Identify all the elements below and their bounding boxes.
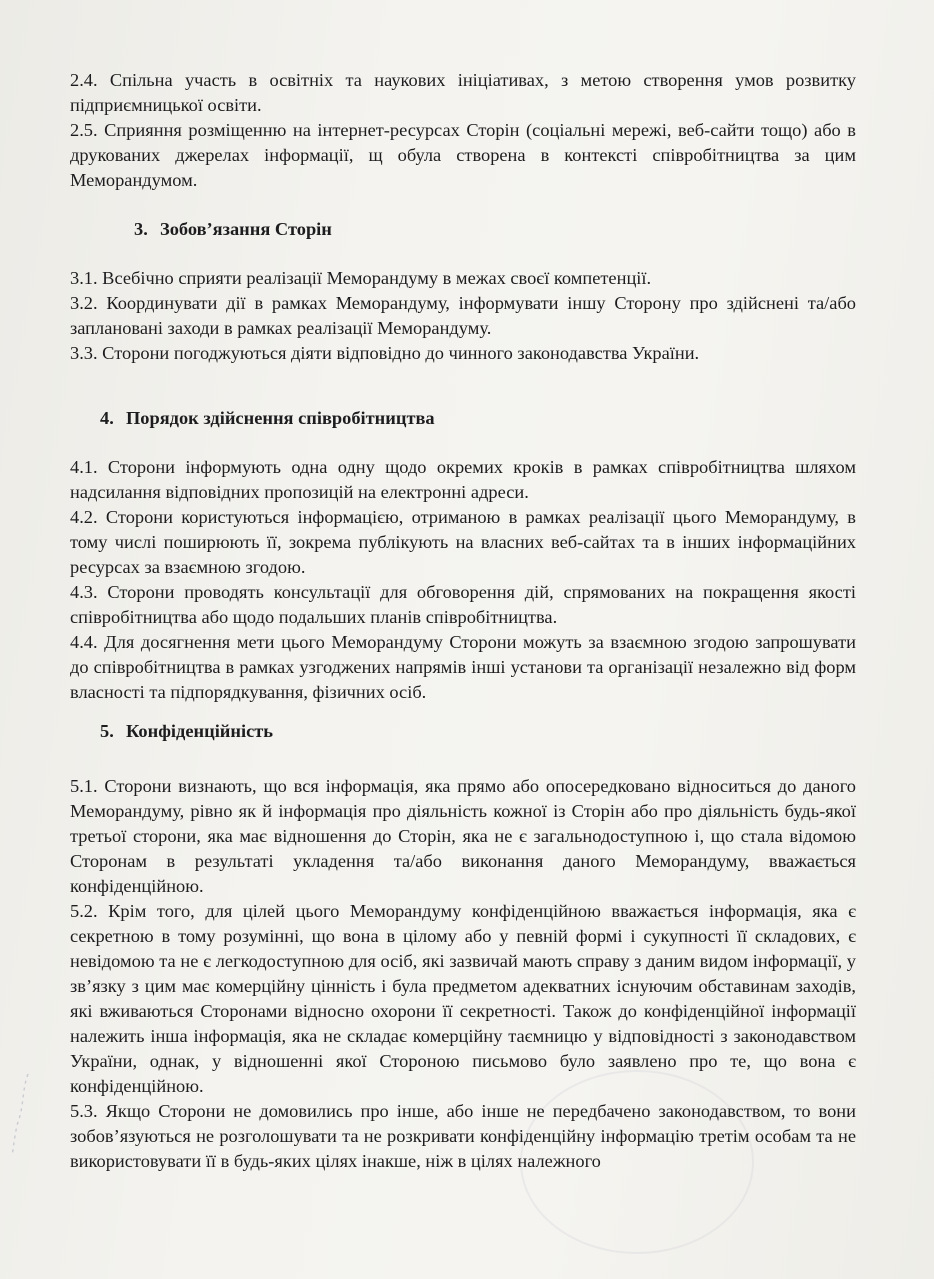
paragraph-5-3: 5.3. Якщо Сторони не домовились про інше, або інше не передбачено законодавством, то вони зобов’язуються не розголошувати та не розкривати конфіденційну інформацію третім особам та не використовувати її в будь-яких цілях інакше, ніж в цілях належного bbox=[70, 1101, 856, 1171]
section-3-number: 3. bbox=[134, 219, 148, 239]
paragraph-2-4: 2.4. Спільна участь в освітніх та наукових ініціативах, з метою створення умов розвитку підприємницької освіти. bbox=[70, 70, 856, 115]
section-2-continued bbox=[70, 68, 856, 193]
paragraph-4-4: 4.4. Для досягнення мети цього Меморандуму Сторони можуть за взаємною згодою запрошувати до співробітництва в рамках узгоджених напрямів інші установи та організації незалежно від форм власності та підпорядкування, фізичних осіб. bbox=[70, 632, 856, 702]
section-4-title: Порядок здійснення співробітництва bbox=[126, 408, 435, 428]
document-body bbox=[70, 68, 856, 1174]
paragraph-5-1: 5.1. Сторони визнають, що вся інформація, яка прямо або опосередковано відноситься до даного Меморандуму, рівно як й інформація про діяльність кожної із Сторін або про діяльність будь-якої третьої сторони, яка має відношення до Сторін, яка не є загальнодоступною і, що стала відомою Сторонам в результаті укладення та/або виконання даного Меморандуму, вважається конфіденційною. bbox=[70, 776, 856, 896]
section-5-heading bbox=[70, 719, 856, 744]
section-3-heading bbox=[70, 217, 856, 242]
section-3 bbox=[70, 217, 856, 366]
section-4-number: 4. bbox=[100, 408, 114, 428]
paragraph-4-2: 4.2. Сторони користуються інформацією, отриманою в рамках реалізації цього Меморандуму, в тому числі поширюють її, зокрема публікують на власних веб-сайтах та в інших інформаційних ресурсах за взаємною згодою. bbox=[70, 507, 856, 577]
paragraph-4-3: 4.3. Сторони проводять консультації для обговорення дій, спрямованих на покращення якості співробітництва або щодо подальших планів співробітництва. bbox=[70, 582, 856, 627]
section-5 bbox=[70, 719, 856, 1174]
section-4 bbox=[70, 406, 856, 705]
section-5-number: 5. bbox=[100, 721, 114, 741]
paragraph-5-2: 5.2. Крім того, для цілей цього Меморандуму конфіденційною вважається інформація, яка є секретною в тому розумінні, що вона в цілому або у певній формі і сукупності її складових, є невідомою та не є легкодоступною для осіб, які зазвичай мають справу з даним видом інформації, у зв’язку з цим має комерційну цінність і була предметом адекватних існуючим обставинам заходів, які вживаються Сторонами відносно охорони її секретності. Також до конфіденційної інформації належить інша інформація, яка не складає комерційну таємницю у відповідності з законодавством України, однак, у відношенні якої Стороною письмово було заявлено про те, що вона є конфіденційною. bbox=[70, 901, 856, 1096]
paragraph-3-1: 3.1. Всебічно сприяти реалізації Меморандуму в межах своєї компетенції. bbox=[70, 268, 652, 288]
paragraph-2-5: 2.5. Сприяння розміщенню на інтернет-ресурсах Сторін (соціальні мережі, веб-сайти тощо) або в друкованих джерелах інформації, щ обула створена в контексті співробітництва за цим Меморандумом. bbox=[70, 120, 856, 190]
section-5-title: Конфіденційність bbox=[126, 721, 274, 741]
paragraph-4-1: 4.1. Сторони інформують одна одну щодо окремих кроків в рамках співробітництва шляхом надсилання відповідних пропозицій на електронні адреси. bbox=[70, 457, 856, 502]
paragraph-3-3: 3.3. Сторони погоджуються діяти відповідно до чинного законодавства України. bbox=[70, 343, 700, 363]
paragraph-3-2: 3.2. Координувати дії в рамках Меморандуму, інформувати іншу Сторону про здійснені та/або заплановані заходи в рамках реалізації Меморандуму. bbox=[70, 293, 856, 338]
section-3-title: Зобов’язання Сторін bbox=[160, 219, 332, 239]
pen-mark bbox=[8, 1070, 32, 1160]
section-4-heading bbox=[70, 406, 856, 431]
